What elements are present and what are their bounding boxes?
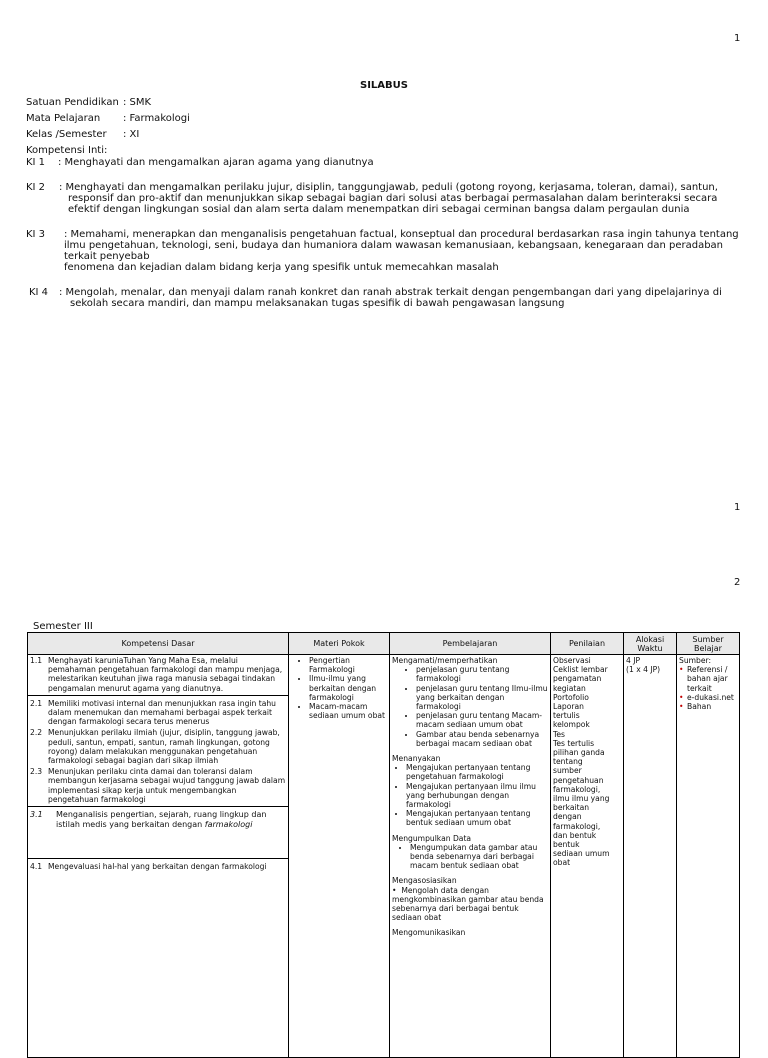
header-alokasi-waktu: Alokasi Waktu bbox=[624, 633, 677, 655]
list-item: • penjelasan guru tentang farmakologi bbox=[416, 665, 548, 683]
meta-row-mapel: Mata Pelajaran : Farmakologi bbox=[26, 113, 190, 124]
kd-item-1-1: 1.1 Menghayati karuniaTuhan Yang Maha Esa, melalui pemahaman pengetahuan farmakologi dan mampu menjaga, melestarikan keutuhan jiwa raga manusia sebagai tindakan pengamalan menurut agama yang dianutnya. bbox=[30, 656, 283, 693]
list-item: • penjelasan guru tentang Macam-macam sediaan umum obat bbox=[416, 711, 548, 729]
semester-label: Semester III bbox=[33, 621, 93, 632]
header-pembelajaran: Pembelajaran bbox=[390, 633, 551, 655]
sumber-item: • Bahan bbox=[679, 702, 737, 711]
penilaian-line: farmakologi, bbox=[553, 821, 601, 831]
list-item: • Ilmu-ilmu yang berkaitan dengan farmakologi bbox=[309, 674, 387, 702]
ki-2 bbox=[26, 182, 742, 218]
materi-list bbox=[291, 656, 387, 720]
ki-line: fenomena dan kejadian dalam bidang kerja yang spesifik untuk memecahkan masalah bbox=[64, 262, 499, 273]
penilaian-line: ilmu ilmu yang bbox=[553, 794, 610, 804]
kd-divider bbox=[28, 858, 288, 859]
ki-4 bbox=[29, 287, 742, 311]
penilaian-line: Observasi bbox=[553, 656, 591, 665]
list-item: • Gambar atau benda sebenarnya berbagai macam sediaan obat bbox=[416, 730, 548, 748]
cell-kompetensi-dasar bbox=[28, 655, 289, 1058]
ki-line: ilmu pengetahuan, teknologi, seni, budaya dan humaniora dalam wawasan kemanusiaan, kebangsaan, kenegaraan dan peradaban bbox=[64, 240, 724, 251]
mengamati-list bbox=[392, 665, 548, 748]
list-item: • Mengajukan pertanyaan tentang pengetahuan farmakologi bbox=[406, 763, 548, 781]
penilaian-line: farmakologi, bbox=[553, 784, 601, 794]
mengkomunikasikan-heading: Mengomunikasikan bbox=[392, 928, 466, 938]
list-item: • penjelasan guru tentang Ilmu-ilmu yang berkaitan dengan farmakologi bbox=[416, 684, 548, 712]
list-item: • Mengumpukan data gambar atau benda sebenarnya dari berbagai macam bentuk sediaan obat bbox=[410, 843, 548, 871]
penilaian-line: Tes bbox=[553, 729, 565, 739]
list-item: • Mengajukan pertanyaan tentang bentuk sediaan umum obat bbox=[406, 809, 548, 827]
kd-item-2-3: 2.3 Menunjukan perilaku cinta damai dan toleransi dalam membangun kerjasama sebagai wujud tanggung jawab dalam implementasi sikap kerja untuk mengembangkan pengetahuan farmakologi bbox=[30, 767, 286, 804]
kd-item-3-1: 3.1 Menganalisis pengertian, sejarah, ruang lingkup dan istilah medis yang berkaitan dengan farmakologi bbox=[30, 810, 267, 830]
alokasi-line: (1 x 4 JP) bbox=[626, 665, 661, 675]
ki-line: responsif dan pro-aktif dan menunjukkan sikap sebagai bagian dari solusi atas berbagai permasalahan dalam berinteraksi secara bbox=[68, 193, 718, 204]
penilaian-line: sediaan umum bbox=[553, 849, 610, 859]
penilaian-line: tertulis bbox=[553, 711, 580, 721]
ki-number: KI 3 bbox=[26, 229, 46, 240]
penilaian-line: pengetahuan bbox=[553, 775, 604, 785]
alokasi-line: 4 JP bbox=[626, 656, 641, 665]
header-kompetensi-dasar: Kompetensi Dasar bbox=[28, 633, 289, 655]
ki-line: : Memahami, menerapkan dan menganalisis pengetahuan factual, konseptual dan procedural berdasarkan rasa ingin tahunya tentang bbox=[64, 229, 739, 240]
meta-row-kelas: Kelas /Semester : XI bbox=[26, 129, 140, 140]
kd-divider bbox=[28, 695, 288, 696]
ki-line: terkait penyebab bbox=[64, 251, 150, 262]
menanyakan-heading: Menanyakan bbox=[392, 754, 441, 764]
ki-line: sekolah secara mandiri, dan mampu melaksanakan tugas spesifik di bawah pengawasan langsung bbox=[70, 298, 565, 309]
cell-sumber-belajar bbox=[677, 655, 740, 1058]
penilaian-line: berkaitan bbox=[553, 803, 590, 813]
sumber-item: • Referensi / bahan ajar terkait bbox=[679, 665, 737, 693]
header-sumber-belajar: Sumber Belajar bbox=[677, 633, 740, 655]
list-item: • Pengertian Farmakologi bbox=[309, 656, 387, 674]
ki-number: KI 2 bbox=[26, 182, 46, 193]
mengumpulkan-list bbox=[392, 843, 548, 871]
ki-line: : Menghayati dan mengamalkan perilaku jujur, disiplin, tanggungjawab, peduli (gotong royong, kerjasama, toleran, damai), santun, bbox=[59, 182, 718, 193]
kd-item-2-2: 2.2 Menunjukkan perilaku ilmiah (jujur, disiplin, tanggung jawab, peduli, santun, empati, santun, ramah lingkungan, gotong royong) dalam melakukan menggunakan pengetahuan farmakologi sebagai bagian dari sikap ilmiah bbox=[30, 728, 280, 766]
document-title: SILABUS bbox=[360, 80, 408, 91]
list-item: • Mengajukan pertanyaan ilmu ilmu yang berhubungan dengan farmakologi bbox=[406, 782, 548, 810]
table-header-row bbox=[28, 633, 740, 655]
page-number-middle: 1 bbox=[734, 502, 741, 513]
cell-materi-pokok bbox=[289, 655, 390, 1058]
sumber-item: • e-dukasi.net bbox=[679, 693, 737, 702]
page-number-lower: 2 bbox=[734, 577, 741, 588]
ki-3 bbox=[26, 229, 742, 277]
list-item: • Macam-macam sediaan umum obat bbox=[309, 702, 387, 720]
page-number-top: 1 bbox=[734, 33, 741, 44]
kd-divider bbox=[28, 806, 288, 807]
penilaian-line: kegiatan bbox=[553, 683, 586, 693]
mengamati-heading: Mengamati/memperhatikan bbox=[392, 656, 498, 665]
mengasosiasikan-heading: Mengasosiasikan bbox=[392, 876, 457, 886]
penilaian-line: pengamatan bbox=[553, 674, 602, 684]
kd-item-2-1: 2.1 Memiliki motivasi internal dan menunjukkan rasa ingin tahu dalam menemukan dan memahami berbagai aspek terkait dengan farmakologi secara terus menerus bbox=[30, 698, 276, 727]
cell-penilaian bbox=[551, 655, 624, 1058]
penilaian-line: sumber bbox=[553, 766, 582, 776]
silabus-table bbox=[27, 632, 740, 1058]
cell-alokasi-waktu bbox=[624, 655, 677, 1058]
kd-item-4-1: 4.1 Mengevaluasi hal-hal yang berkaitan dengan farmakologi bbox=[30, 862, 267, 872]
penilaian-line: Tes tertulis bbox=[553, 738, 595, 748]
penilaian-line: bentuk bbox=[553, 840, 580, 850]
cell-pembelajaran bbox=[390, 655, 551, 1058]
ki-1 bbox=[26, 157, 742, 169]
penilaian-line: Portofolio bbox=[553, 692, 589, 702]
header-penilaian: Penilaian bbox=[551, 633, 624, 655]
mengumpulkan-heading: Mengumpulkan Data bbox=[392, 833, 472, 843]
header-materi-pokok: Materi Pokok bbox=[289, 633, 390, 655]
menanyakan-list bbox=[392, 763, 548, 827]
table-row bbox=[28, 655, 740, 1058]
meta-row-satuan: Satuan Pendidikan : SMK bbox=[26, 97, 152, 108]
penilaian-line: dan bentuk bbox=[553, 830, 597, 840]
sumber-label: Sumber: bbox=[679, 656, 712, 665]
ki-number: KI 1 bbox=[26, 157, 46, 168]
meta-block bbox=[26, 95, 190, 159]
penilaian-line: dengan bbox=[553, 812, 582, 822]
kompetensi-inti-label: Kompetensi Inti: bbox=[26, 145, 108, 156]
mengasosiasikan-text: • Mengolah data dengan mengkombinasikan gambar atau benda sebenarnya dari berbagai bentuk sediaan obat bbox=[392, 885, 544, 923]
penilaian-line: tentang bbox=[553, 757, 583, 767]
ki-line: : Mengolah, menalar, dan menyaji dalam ranah konkret dan ranah abstrak terkait dengan pengembangan dari yang dipelajarinya di bbox=[59, 287, 722, 298]
penilaian-line: Ceklist lembar bbox=[553, 665, 608, 675]
ki-line: : Menghayati dan mengamalkan ajaran agama yang dianutnya bbox=[58, 157, 374, 168]
penilaian-line: Laporan bbox=[553, 702, 584, 712]
ki-number: KI 4 bbox=[29, 287, 49, 298]
penilaian-line: pilihan ganda bbox=[553, 748, 605, 758]
penilaian-line: obat bbox=[553, 858, 571, 868]
penilaian-line: kelompok bbox=[553, 720, 590, 730]
ki-line: efektif dengan lingkungan sosial dan alam serta dalam menempatkan diri sebagai cerminan bangsa dalam pergaulan dunia bbox=[68, 204, 690, 215]
